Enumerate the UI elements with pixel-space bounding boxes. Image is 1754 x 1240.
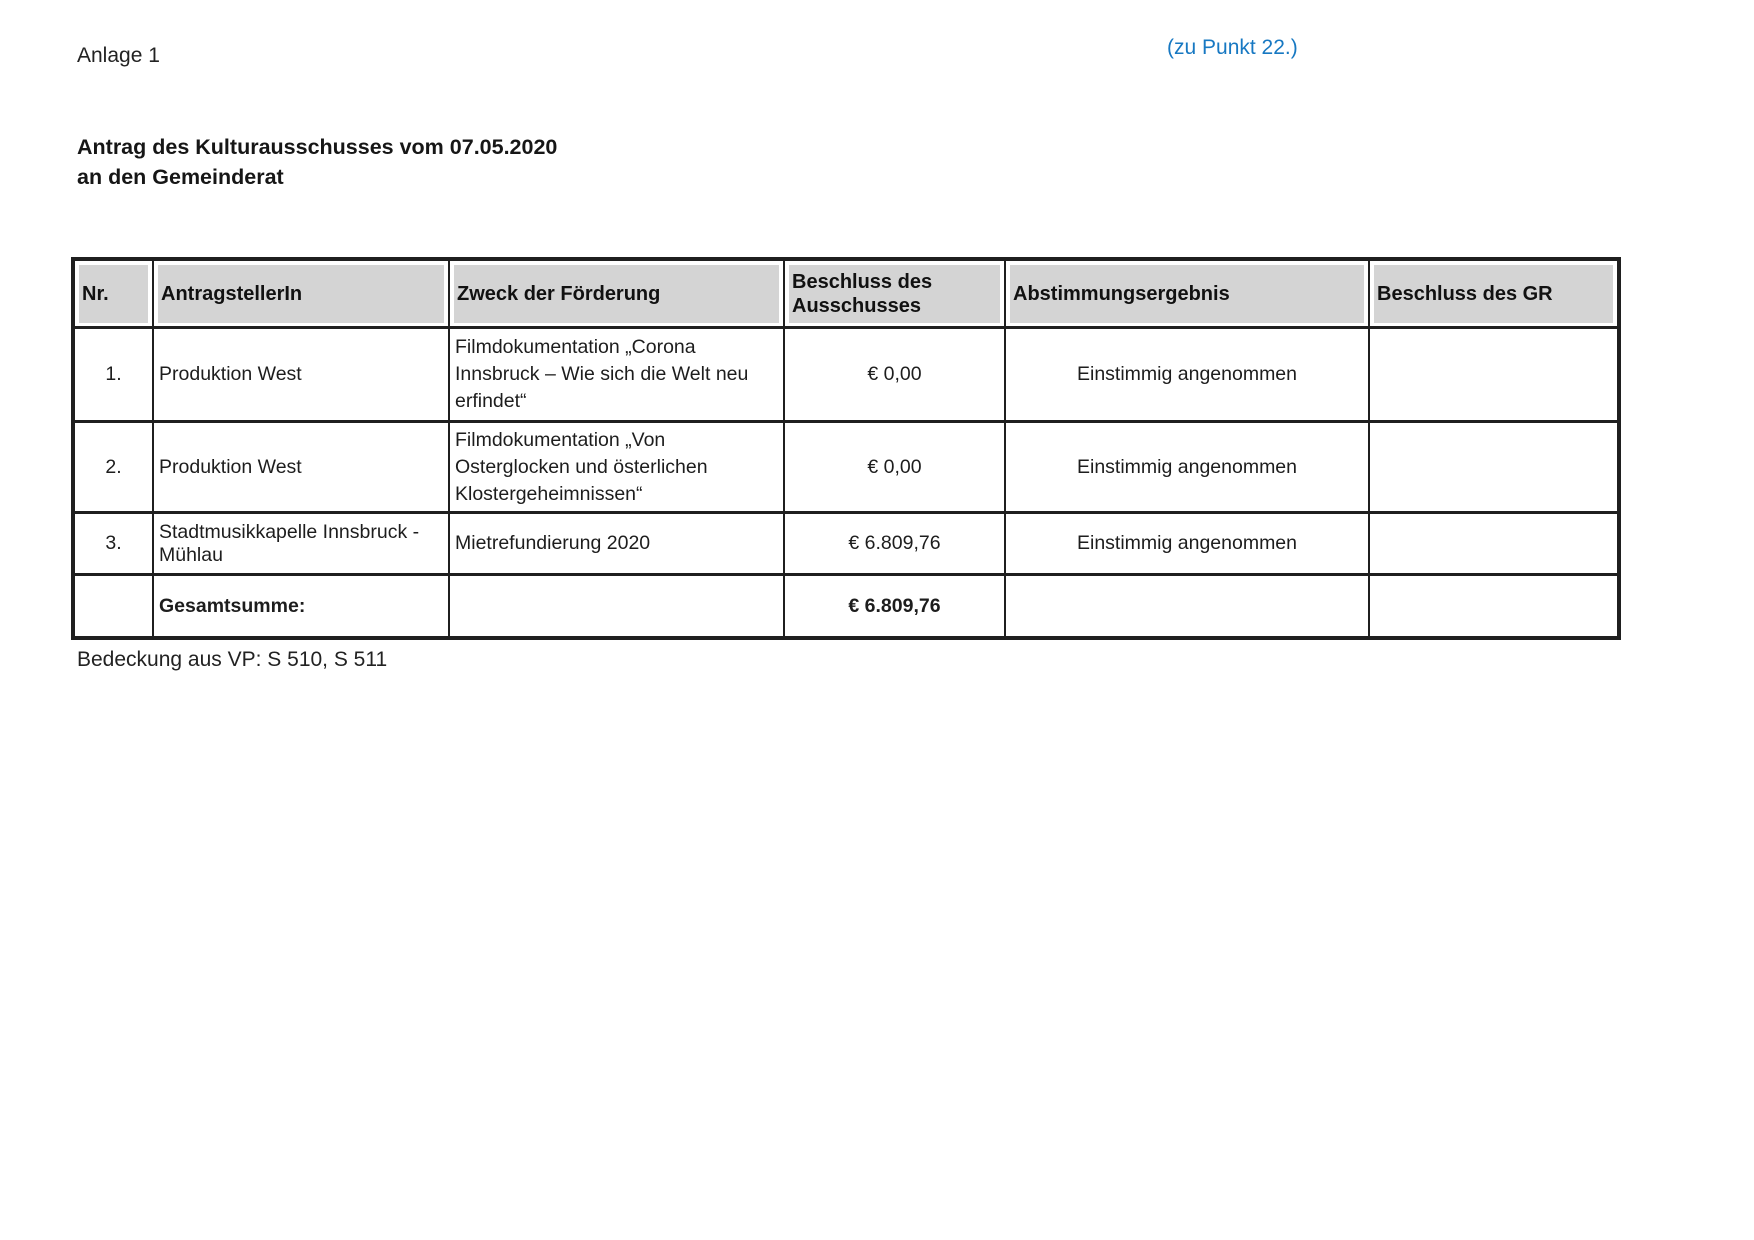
row1-antragsteller: Produktion West [153,328,449,422]
row3-antragsteller: Stadtmusikkapelle Innsbruck - Mühlau [153,513,449,575]
row1-nr: 1. [73,328,153,422]
attachment-label: Anlage 1 [77,44,160,67]
row2-antragsteller: Produktion West [153,422,449,513]
row1-zweck: Filmdokumentation „Corona Innsbruck – Wie sich die Welt neu erfindet“ [449,328,784,422]
table-row [73,513,1619,575]
agenda-point-reference: (zu Punkt 22.) [1167,36,1298,59]
row3-beschluss-gr [1369,513,1619,575]
row3-abstimmungsergebnis: Einstimmig angenommen [1005,513,1369,575]
row1-beschluss-gr [1369,328,1619,422]
row3-zweck: Mietrefundierung 2020 [449,513,784,575]
total-abstimmungsergebnis-empty [1005,575,1369,639]
row2-beschluss-ausschuss: € 0,00 [784,422,1005,513]
total-beschluss-ausschuss: € 6.809,76 [784,575,1005,639]
row1-abstimmungsergebnis: Einstimmig angenommen [1005,328,1369,422]
col-header-nr: Nr. [73,259,153,328]
total-zweck-empty [449,575,784,639]
table-total-row [73,575,1619,639]
col-header-beschluss-ausschuss: Beschluss des Ausschusses [784,259,1005,328]
table-header-row [73,259,1619,328]
row2-beschluss-gr [1369,422,1619,513]
row2-zweck: Filmdokumentation „Von Osterglocken und österlichen Klostergeheimnissen“ [449,422,784,513]
row3-nr: 3. [73,513,153,575]
col-header-beschluss-gr: Beschluss des GR [1369,259,1619,328]
document-title-line2: an den Gemeinderat [77,165,284,189]
row2-abstimmungsergebnis: Einstimmig angenommen [1005,422,1369,513]
row2-nr: 2. [73,422,153,513]
col-header-antragsteller: AntragstellerIn [153,259,449,328]
row1-beschluss-ausschuss: € 0,00 [784,328,1005,422]
row3-beschluss-ausschuss: € 6.809,76 [784,513,1005,575]
table-row [73,422,1619,513]
grants-table [71,257,1621,640]
total-beschluss-gr-empty [1369,575,1619,639]
col-header-abstimmungsergebnis: Abstimmungsergebnis [1005,259,1369,328]
total-nr-empty [73,575,153,639]
total-label: Gesamtsumme: [153,575,449,639]
document-title [77,132,557,192]
table-row [73,328,1619,422]
document-title-line1: Antrag des Kulturausschusses vom 07.05.2020 [77,135,558,159]
coverage-note: Bedeckung aus VP: S 510, S 511 [77,648,388,671]
col-header-zweck: Zweck der Förderung [449,259,784,328]
